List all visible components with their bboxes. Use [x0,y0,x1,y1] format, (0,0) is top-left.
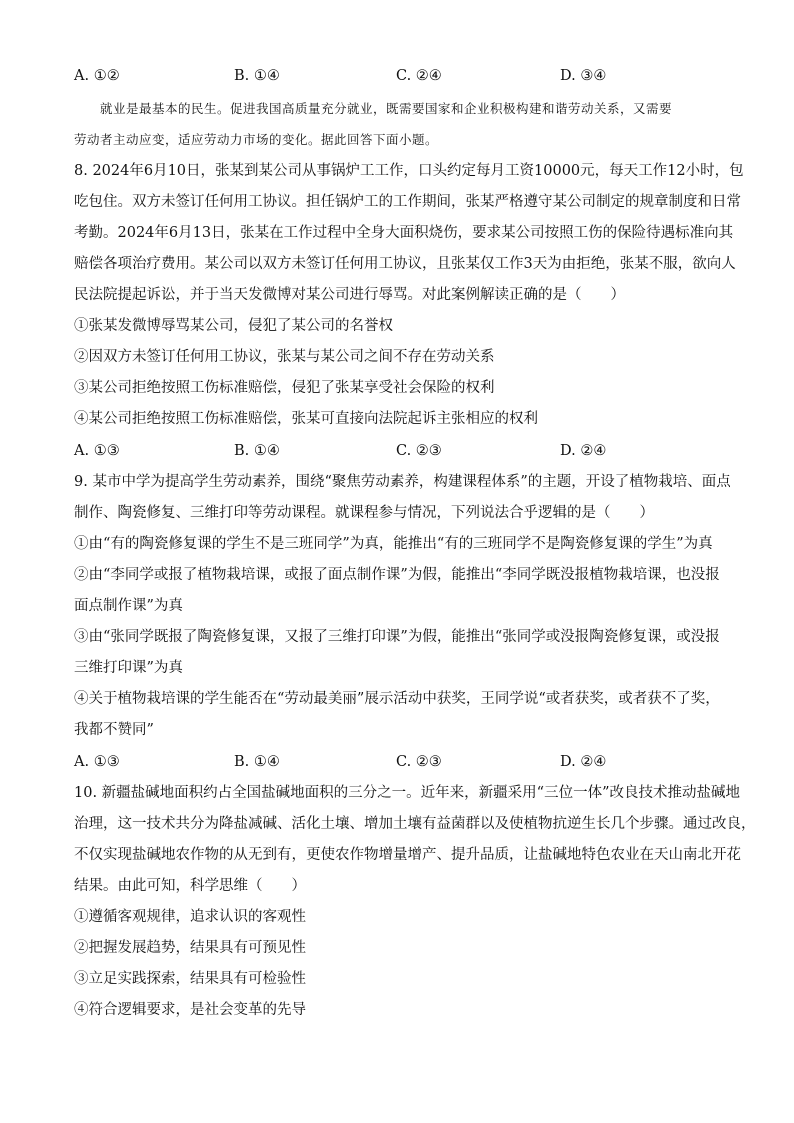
q9-item: ②由“李同学或报了植物栽培课，或报了面点制作课”为假，能推出“李同学既没报植物栽培课，也没报 [74,567,720,583]
q10-stem-line: 治理，这一技术共分为降盐减碱、活化土壤、增加土壤有益菌群以及使植物抗逆生长几个步骤。通过改良， [74,816,756,832]
option-a: A. ①③ [74,443,120,459]
q9-options [74,752,724,772]
option-c: C. ②③ [396,754,442,770]
q8-stem-line: 考勤。2024年6月13日，张某在工作过程中全身大面积烧伤，要求某公司按照工伤的保险待遇标准向其 [74,225,734,241]
q9-item: ③由“张同学既报了陶瓷修复课，又报了三维打印课”为假，能推出“张同学或没报陶瓷修复课，或没报 [74,629,720,645]
q9-stem-line: 制作、陶瓷修复、三维打印等劳动课程。就课程参与情况，下列说法合乎逻辑的是（ ） [74,505,654,521]
option-d: D. ③④ [560,68,607,84]
q10-item: ②把握发展趋势，结果具有可预见性 [74,940,306,956]
option-a: A. ①③ [74,754,120,770]
intro-line: 就业是最基本的民生。促进我国高质量充分就业，既需要国家和企业积极构建和谐劳动关系，又需要 [100,101,673,116]
q9-item: ①由“有的陶瓷修复课的学生不是三班同学”为真，能推出“有的三班同学不是陶瓷修复课的学生”为真 [74,536,713,552]
option-b: B. ①④ [234,68,280,84]
option-b: B. ①④ [234,443,280,459]
q8-stem-line: 民法院提起诉讼，并于当天发微博对某公司进行辱骂。对此案例解读正确的是（ ） [74,287,625,303]
intro-line: 劳动者主动应变，适应劳动力市场的变化。据此回答下面小题。 [74,132,439,147]
option-b: B. ①④ [234,754,280,770]
q9-item: 我都不赞同” [74,722,154,738]
q10-stem-line: 结果。由此可知，科学思维（ ） [74,878,306,894]
option-d: D. ②④ [560,443,607,459]
q9-stem-line: 9. 某市中学为提高学生劳动素养，围绕“聚焦劳动素养，构建课程体系”的主题，开设了植物栽培、面点 [74,474,731,490]
q10-item: ④符合逻辑要求，是社会变革的先导 [74,1002,306,1018]
q10-stem-line: 10. 新疆盐碱地面积约占全国盐碱地面积的三分之一。近年来，新疆采用“三位一体”改良技术推动盐碱地 [74,785,740,801]
q8-stem-line: 8. 2024年6月10日，张某到某公司从事锅炉工工作，口头约定每月工资10000元，每天工作12小时，包 [74,163,744,179]
q8-stem-line: 吃包住。双方未签订任何用工协议。担任锅炉工的工作期间，张某严格遵守某公司制定的规章制度和日常 [74,194,741,210]
prev-question-options [74,66,724,86]
q10-stem-line: 不仅实现盐碱地农作物的从无到有，更使农作物增量增产、提升品质，让盐碱地特色农业在天山南北开花 [74,847,741,863]
option-c: C. ②④ [396,68,442,84]
q9-item: ④关于植物栽培课的学生能否在“劳动最美丽”展示活动中获奖，王同学说“或者获奖，或者获不了奖， [74,691,720,707]
q8-item: ③某公司拒绝按照工伤标准赔偿，侵犯了张某享受社会保险的权利 [74,380,495,396]
option-c: C. ②③ [396,443,442,459]
q8-item: ④某公司拒绝按照工伤标准赔偿，张某可直接向法院起诉主张相应的权利 [74,411,538,427]
q8-stem-line: 赔偿各项治疗费用。某公司以双方未签订任何用工协议，且张某仅工作3天为由拒绝，张某不服，欲向人 [74,256,736,272]
option-d: D. ②④ [560,754,607,770]
q10-item: ③立足实践探索，结果具有可检验性 [74,971,306,987]
option-a: A. ①② [74,68,120,84]
q9-item: 三维打印课”为真 [74,660,183,676]
q8-options [74,441,724,461]
q8-item: ①张某发微博辱骂某公司，侵犯了某公司的名誉权 [74,318,393,334]
q8-item: ②因双方未签订任何用工协议，张某与某公司之间不存在劳动关系 [74,349,495,365]
q9-item: 面点制作课”为真 [74,598,183,614]
q10-item: ①遵循客观规律，追求认识的客观性 [74,909,306,925]
